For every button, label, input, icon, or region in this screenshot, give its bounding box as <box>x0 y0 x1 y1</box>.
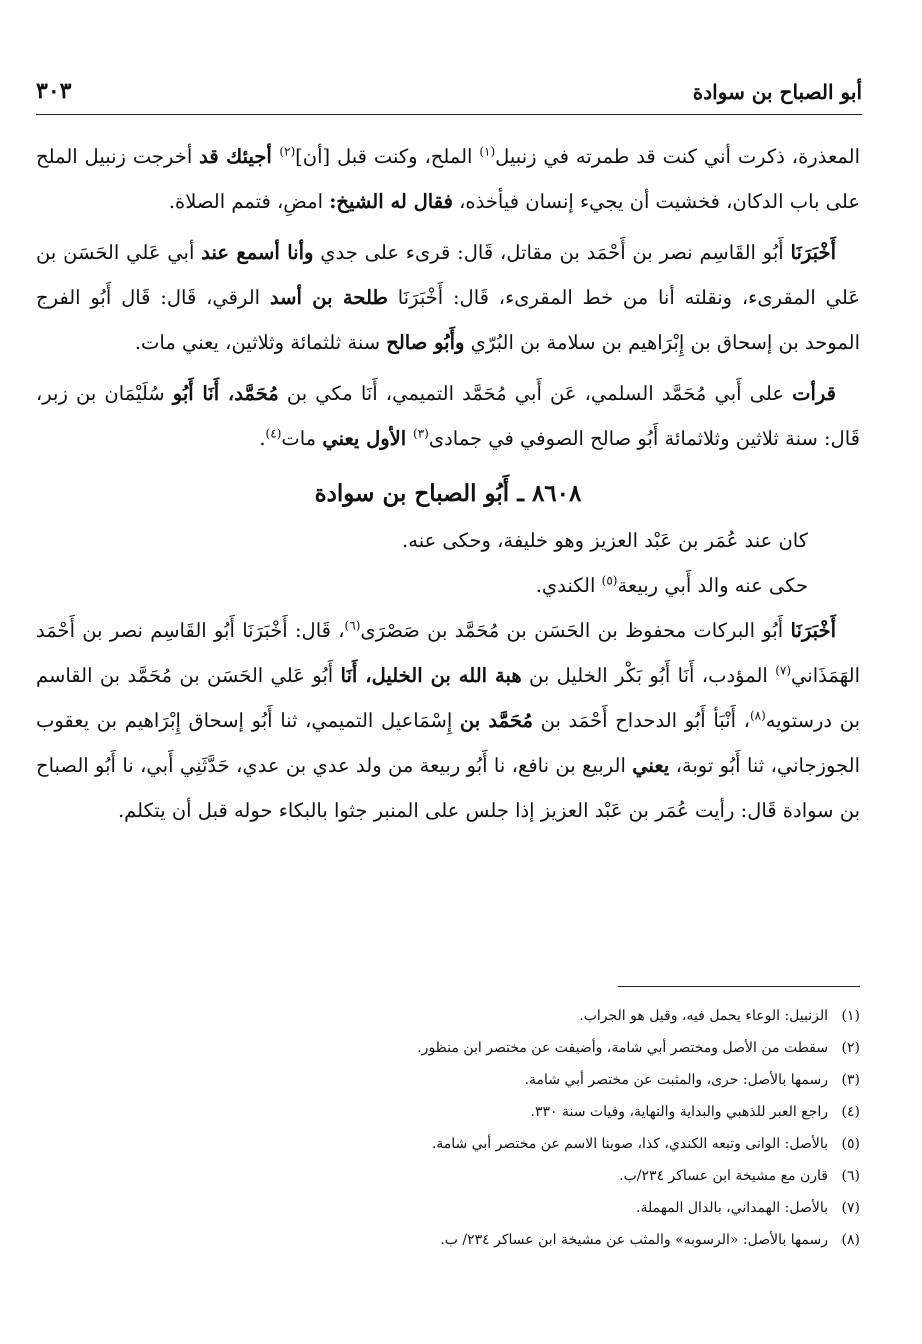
footnote-text: رسمها بالأصل: حرى، والمثبت عن مختصر أبي شامة. <box>524 1072 828 1088</box>
footnote-ref: (١) <box>479 144 496 159</box>
footnote-item <box>60 1224 860 1256</box>
footnote-ref: (٦) <box>344 618 361 633</box>
text-run: على أَبي مُحَمَّد السلمي، عَن أَبي مُحَمَّد التميمي، أَنَا مكي بن <box>278 382 793 405</box>
text-run: مات <box>281 427 323 450</box>
text-run: . <box>259 427 266 450</box>
text-run: الرقي، قَال: قَال أَبُو الفرج الموحد بن إسحاق بن إِبْرَاهيم بن سلامة بن البُرّي <box>36 286 860 354</box>
text-run: الأول يعني <box>322 427 414 450</box>
text-run: مُحَمَّد بن <box>459 709 533 732</box>
footnote-number: (٦) <box>841 1168 860 1184</box>
text-run: وأنا أسمع عند <box>201 241 314 264</box>
text-run: الكندي. <box>535 574 602 597</box>
entry-line-1 <box>36 518 860 563</box>
text-run: طلحة بن أسد <box>269 286 388 309</box>
text-run: سنة ثلثمائة وثلاثين، يعني مات. <box>134 331 387 354</box>
footnote-item <box>60 1064 860 1096</box>
footnote-number: (٣) <box>841 1072 860 1088</box>
text-run: أَبُو البركات محفوظ بن الحَسَن بن مُحَمَّد بن صَصْرَى <box>360 619 791 642</box>
text-run: الملح، وكنت قبل [أن] <box>295 145 480 168</box>
text-run: أَخْبَرَنَا <box>790 241 836 264</box>
footnote-ref: (٧) <box>775 663 792 678</box>
footnote-item <box>60 1160 860 1192</box>
paragraph-1 <box>36 134 860 224</box>
text-run: وأَبُو صالح <box>386 331 465 354</box>
footnotes <box>60 1000 860 1256</box>
entry-title: ٨٦٠٨ ـ أَبُو الصباح بن سوادة <box>314 480 582 507</box>
text-run: كان عند عُمَر بن عَبْد العزيز وهو خليفة، وحكى عنه. <box>402 529 808 552</box>
footnote-text: راجع العبر للذهبي والبداية والنهاية، وفيات سنة ٣٣٠. <box>530 1104 828 1120</box>
footnote-ref: (٥) <box>601 573 618 588</box>
footnote-ref: (٣) <box>413 426 429 441</box>
text-run: أبي عَلي الحَسَن بن عَلي المقرىء، ونقلته أنا من خط المقرىء، قَال: أَخْبَرَنَا <box>36 241 860 309</box>
text-run: المؤدب، أَنَا أَبُو بَكْر الخليل بن <box>521 664 776 687</box>
text-run: فقال له الشيخ: <box>329 190 453 213</box>
text-run: يعني <box>632 754 670 777</box>
text-run: أَخْبَرَنَا <box>790 619 836 642</box>
footnote-number: (٤) <box>841 1104 860 1120</box>
paragraph-3 <box>36 371 860 461</box>
entry-line-2 <box>36 563 860 608</box>
footnote-item <box>60 1096 860 1128</box>
main-text <box>36 134 860 839</box>
footnote-text: رسمها بالأصل: «الرسوبه» والمثب عن مشيخة ابن عساكر ٢٣٤/ ب. <box>440 1232 828 1248</box>
text-run: حكى عنه والد أَبي ربيعة <box>617 574 808 597</box>
footnote-number: (٢) <box>841 1040 860 1056</box>
footnote-ref: (٤) <box>265 426 282 441</box>
page-number: ٣٠٣ <box>36 78 72 104</box>
footnote-item <box>60 1000 860 1032</box>
text-run: قرأت <box>792 382 836 405</box>
footnote-text: بالأصل: الهمداني، بالدال المهملة. <box>636 1200 828 1216</box>
text-run: المعذرة، ذكرت أني كنت قد طمرته في زنبيل <box>495 145 860 168</box>
footnote-text: قارن مع مشيخة ابن عساكر ٢٣٤/ب. <box>619 1168 828 1184</box>
text-run: أجيئك قد <box>199 145 280 168</box>
text-run: سُلَيْمَان بن زبر، قَال: سنة ثلاثين وثلاثمائة أَبُو صالح الصوفي في جمادى <box>36 382 860 450</box>
footnote-ref: (٨) <box>749 708 766 723</box>
paragraph-4 <box>36 608 860 833</box>
text-run: مُحَمَّد، أَنَا أَبُو <box>172 382 279 405</box>
footnote-text: الزنبيل: الوعاء يحمل فيه، وقيل هو الجراب. <box>579 1008 828 1024</box>
text-run: الربيع بن نافع، نا أَبُو ربيعة من ولد عدي بن عدي، حَدَّثَنِي أَبي، نا أَبُو الصباح بن سوادة قَال: رأيت عُمَر بن عَبْد العزيز إذا جلس على المنبر جثوا بالبكاء حوله قبل أن يتكلم. <box>36 754 860 822</box>
footnote-number: (٨) <box>841 1232 860 1248</box>
footnote-item <box>60 1128 860 1160</box>
running-header <box>36 74 862 115</box>
text-run: أَبُو عَلي الحَسَن بن مُحَمَّد بن القاسم بن درستويه <box>36 664 860 732</box>
footnote-ref: (٢) <box>279 144 296 159</box>
footnote-item <box>60 1032 860 1064</box>
text-run: إِسْمَاعيل التميمي، ثنا أَبُو إسحاق إِبْرَاهيم بن يعقوب الجوزجاني، ثنا أَبُو توبة، <box>36 709 860 777</box>
footnote-text: بالأصل: الوانى وتبعه الكندي، كذا، صوبنا الاسم عن مختصر أبي شامة. <box>431 1136 828 1152</box>
footnote-number: (٥) <box>841 1136 860 1152</box>
header-title: أبو الصباح بن سوادة <box>692 80 862 104</box>
text-run: هبة الله بن الخليل، أَنَا <box>340 664 522 687</box>
text-run: أخرجت زنبيل الملح على باب الدكان، فخشيت أن يجيء إنسان فيأخذه، <box>36 145 860 213</box>
paragraph-2 <box>36 230 860 365</box>
footnote-number: (١) <box>841 1008 860 1024</box>
footnote-divider <box>618 986 860 987</box>
text-run: أَبُو القَاسِم نصر بن أَحْمَد بن مقاتل، قَال: قرىء على جدي <box>313 241 791 264</box>
text-run: ، قَال: أَخْبَرَنَا أَبُو القَاسِم نصر بن أَحْمَد الهَمَذَاني <box>36 619 861 687</box>
footnote-number: (٧) <box>841 1200 860 1216</box>
footnote-text: سقطت من الأصل ومختصر أبي شامة، وأضيفت عن مختصر ابن منظور. <box>417 1040 828 1056</box>
text-run: امضِ، فتمم الصلاة. <box>168 190 330 213</box>
text-run: ، أَنْبَأ أَبُو الدحداح أَحْمَد بن <box>532 709 750 732</box>
footnote-item <box>60 1192 860 1224</box>
